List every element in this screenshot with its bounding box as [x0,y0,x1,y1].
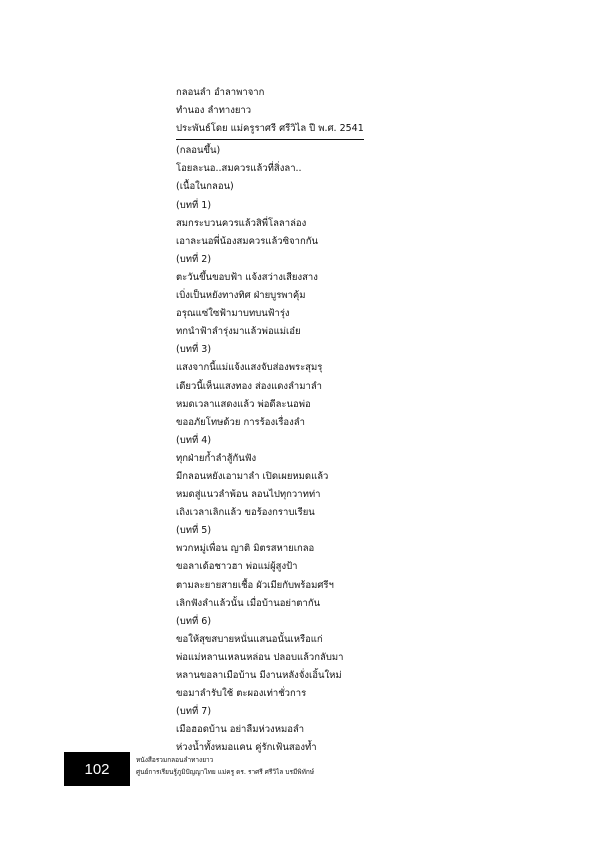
footer [136,754,314,778]
poem-line: (บทที่ 6) [176,615,212,627]
poem-line: เถิงเวลาเลิกแล้ว ขอร้องกราบเรียน [176,507,315,519]
poem-author: ประพันธ์โดย แม่ครูราศรี ศรีวิไล ปี พ.ศ. 2541 [176,120,364,140]
footer-book-title: หนังสือรวมกลอนลำทางยาว [136,756,214,764]
poem-line: พ่อแม่หลานเหลนหล่อน ปลอบแล้วกลับมา [176,651,344,663]
poem-line: ห่วงน้ำทั้งหมอแคน คู่รักเฟ้นสองท้ำ [176,742,317,754]
poem-line: เบิ่งเป็นหยังทางทิศ ฝ่ายบูรพาคุ้ม [176,290,306,302]
poem-line: โอยละนอ..สมควรแล้วที่สิ่งลา.. [176,163,302,175]
poem-line: ทกนำฟ้าลำรุ่งมาแล้วพ่อแม่เอ๋ย [176,326,301,338]
poem-line: พวกหมู่เพื่อน ญาติ มิตรสหายเกลอ [176,543,315,555]
poem-line: (บทที่ 5) [176,525,212,537]
poem-line: (บทที่ 4) [176,434,212,446]
poem-line: เลิกฟังลำแล้วนั้น เมื่อบ้านอย่าตากัน [176,597,321,609]
poem-line: หมดสู่แนวลำพ้อน ลอนไปทุกวาทท่า [176,489,321,501]
poem-line: ขอลาเด้อชาวฮา พ่อแม่ผู้สูงป้า [176,561,298,573]
poem-content [176,84,566,757]
poem-title: กลอนลำ อำลาพาจาก [176,87,265,98]
poem-line: (บทที่ 2) [176,253,212,265]
poem-line: (เนื้อในกลอน) [176,181,234,193]
poem-line: หลานขอลาเมือบ้าน มีงานหลังจั่งเอิ้นใหม่ [176,670,342,681]
poem-line: ขอมาลำรับใช้ ตะผองเท่าชั่วการ [176,688,307,700]
poem-line: (บทที่ 3) [176,344,212,356]
poem-line: (บทที่ 7) [176,706,212,718]
poem-line: แสงจากนี้แม่แจ้งแสงจับส่องพระสุมรุ [176,362,323,374]
poem-line: ขออภัยโทษด้วย การร้องเรื่องลำ [176,416,305,428]
poem-line: หมดเวลาแสดงแล้ว พ่อดีละนอพ่อ [176,398,311,410]
page-number-box [64,752,130,786]
poem-line: (กลอนขึ้น) [176,145,221,157]
poem-body [176,142,566,757]
poem-line: มีกลอนหยังเอามาลำ เปิดเผยหมดแล้ว [176,470,329,482]
poem-line: เดียวนี้เห็นแสงทอง ส่องแดงลำมาลำ [176,380,322,392]
poem-melody: ทำนอง ลำทางยาว [176,105,252,117]
poem-line: (บทที่ 1) [176,199,212,211]
poem-line: สมกระบวนควรแล้วสิพี่โลลาล่อง [176,217,307,229]
poem-line: ตะวันขึ้นขอบฟ้า แจ้งสว่างเสียงสาง [176,271,318,283]
poem-line: ตามละยายสายเชื้อ ผัวเมียกับพร้อมศรีฯ [176,579,334,591]
poem-line: ขอให้สุขสบายหนั่นแสนอนั้นเหรือแก่ [176,633,323,645]
poem-line: อรุณแซ่ใซฟ้ามาบทบนฟ้ารุ่ง [176,308,290,320]
poem-line: เมือฮอดบ้าน อย่าลืมห่วงหมอลำ [176,724,305,736]
footer-publisher: ศูนย์การเรียนรู้ภูมิปัญญาไทย แม่ครู ดร. ราศรี ศรีวิไล บรมีพิทักษ์ [136,768,315,776]
poem-line: ทุกฝ่ายก้ำลำสู้กันฟัง [176,452,257,464]
poem-line: เอาละนอพี่น้องสมควรแล้วซิจากกัน [176,235,318,247]
page-number: 102 [84,760,110,778]
